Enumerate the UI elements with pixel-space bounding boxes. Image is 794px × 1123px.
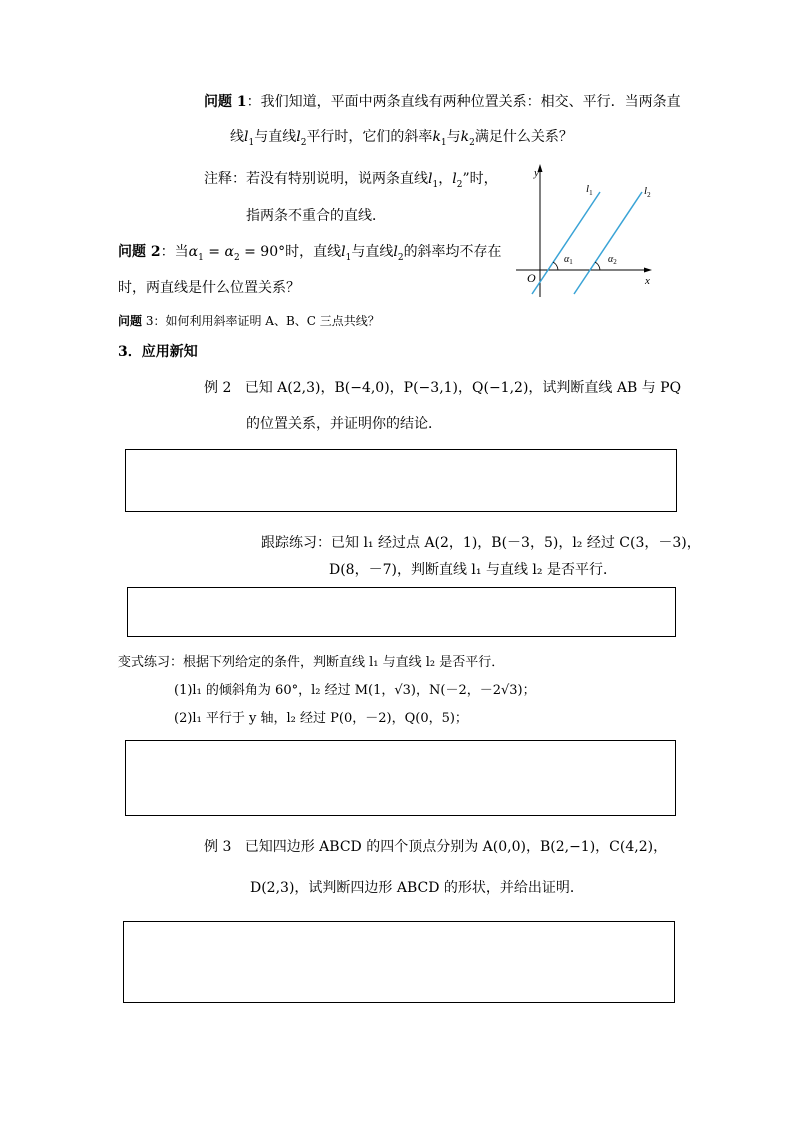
answer-box-example-2[interactable]	[125, 449, 677, 512]
section-title: 应用新知	[141, 344, 198, 360]
angle-arc-2	[595, 262, 600, 270]
var-l: l	[428, 171, 433, 187]
sub: 1	[440, 137, 447, 148]
line-l2	[574, 192, 642, 294]
variant-item-1: (1)l₁ 的倾斜角为 60°，l₂ 经过 M(1，√3)，N(－2，－2√3)；	[174, 683, 536, 698]
answer-box-variant[interactable]	[125, 740, 676, 816]
note-line-1	[204, 168, 498, 190]
text: 平行时，它们的斜率	[306, 129, 433, 145]
var-l: l	[244, 129, 249, 145]
example-2-label: 例 2	[204, 380, 232, 396]
question-3-text: 3：如何利用斜率证明 A、B、C 三点共线？	[142, 314, 380, 328]
text: ”时，	[462, 171, 498, 187]
note-line-2: 指两条不重合的直线．	[246, 208, 386, 224]
text: 与	[446, 129, 461, 145]
var-k: k	[460, 129, 470, 145]
text: = 90°时，直线	[239, 244, 342, 260]
question-1-label: 问题 1	[204, 94, 247, 110]
line-l1	[532, 192, 600, 294]
text: 满足什么关系？	[474, 129, 573, 145]
example-3-text: 已知四边形 ABCD 的四个顶点分别为 A(0,0)，B(2,−1)，C(4,2)，	[244, 839, 668, 855]
text: 线	[230, 129, 244, 145]
alpha-sub: 1	[569, 258, 573, 266]
var-l: l	[393, 244, 398, 260]
example-3-label: 例 3	[204, 839, 232, 855]
l2-sub: 2	[647, 191, 651, 199]
text: 注释：若没有特别说明，说两条直线	[204, 171, 428, 187]
sub: 1	[345, 252, 352, 263]
y-axis-label: y	[534, 167, 539, 179]
text: ，	[438, 171, 453, 187]
sub: 2	[233, 252, 240, 263]
alpha-text: α	[608, 254, 614, 265]
section-heading	[118, 341, 198, 361]
text: ：当	[160, 244, 189, 260]
sub: 1	[248, 137, 255, 148]
question-3-label: 问题	[118, 314, 143, 328]
question-3	[118, 312, 380, 329]
question-2-label: 问题 2	[118, 244, 161, 260]
sub: 2	[397, 252, 404, 263]
alpha: α	[224, 244, 234, 260]
var-l: l	[452, 171, 457, 187]
text: 与直线	[254, 129, 297, 145]
x-axis-arrow	[644, 268, 652, 273]
parallel-lines-figure	[508, 162, 658, 300]
var-l: l	[341, 244, 346, 260]
alpha-text: α	[564, 254, 570, 265]
text: 与直线	[351, 244, 394, 260]
x-axis-label: x	[645, 275, 650, 287]
l1-text: l	[586, 183, 590, 195]
section-number: 3．	[118, 344, 142, 360]
sub: 1	[432, 179, 439, 190]
example-3-line-1	[204, 836, 667, 856]
question-1-line-2	[230, 126, 573, 148]
origin-label: O	[527, 271, 536, 285]
example-2-text: 已知 A(2,3)，B(−4,0)，P(−3,1)，Q(−1,2)，试判断直线 AB 与 PQ	[244, 380, 682, 396]
line-l1-label	[586, 183, 593, 197]
tracking-exercise-line-1: 跟踪练习：已知 l₁ 经过点 A(2，1)，B(－3，5)，l₂ 经过 C(3，－3)，	[261, 535, 701, 551]
alpha: α	[188, 244, 199, 260]
text: =	[203, 244, 225, 260]
question-2-line-2: 时，两直线是什么位置关系？	[118, 280, 300, 296]
sub: 1	[198, 252, 204, 263]
tracking-exercise-line-2: D(8，－7)，判断直线 l₁ 与直线 l₂ 是否平行．	[329, 562, 617, 578]
sub: 2	[300, 137, 307, 148]
answer-box-tracking[interactable]	[127, 587, 676, 637]
alpha-sub: 2	[613, 258, 617, 266]
l1-sub: 1	[589, 189, 593, 197]
answer-box-example-3[interactable]	[123, 921, 675, 1003]
sub: 2	[469, 137, 475, 148]
variant-item-2: (2)l₁ 平行于 y 轴，l₂ 经过 P(0，－2)，Q(0，5)；	[174, 711, 468, 726]
variant-intro: 变式练习：根据下列给定的条件，判断直线 l₁ 与直线 l₂ 是否平行．	[118, 655, 505, 670]
line-l2-label	[644, 185, 651, 199]
angle-2-label	[608, 254, 617, 266]
question-1-text: ：我们知道，平面中两条直线有两种位置关系：相交、平行．当两条直	[246, 94, 681, 110]
example-3-line-2: D(2,3)，试判断四边形 ABCD 的形状，并给出证明．	[250, 880, 584, 896]
example-2-line-1	[204, 377, 681, 397]
question-1-line-1	[204, 91, 681, 111]
question-2-line-1	[118, 241, 502, 263]
sub: 2	[456, 179, 463, 190]
l2-text: l	[644, 185, 648, 197]
var-k: k	[432, 129, 441, 145]
var-l: l	[296, 129, 301, 145]
text: 的斜率均不存在	[403, 244, 502, 260]
angle-arc-1	[553, 262, 558, 270]
angle-1-label	[564, 254, 573, 266]
example-2-line-2: 的位置关系，并证明你的结论．	[246, 416, 442, 432]
